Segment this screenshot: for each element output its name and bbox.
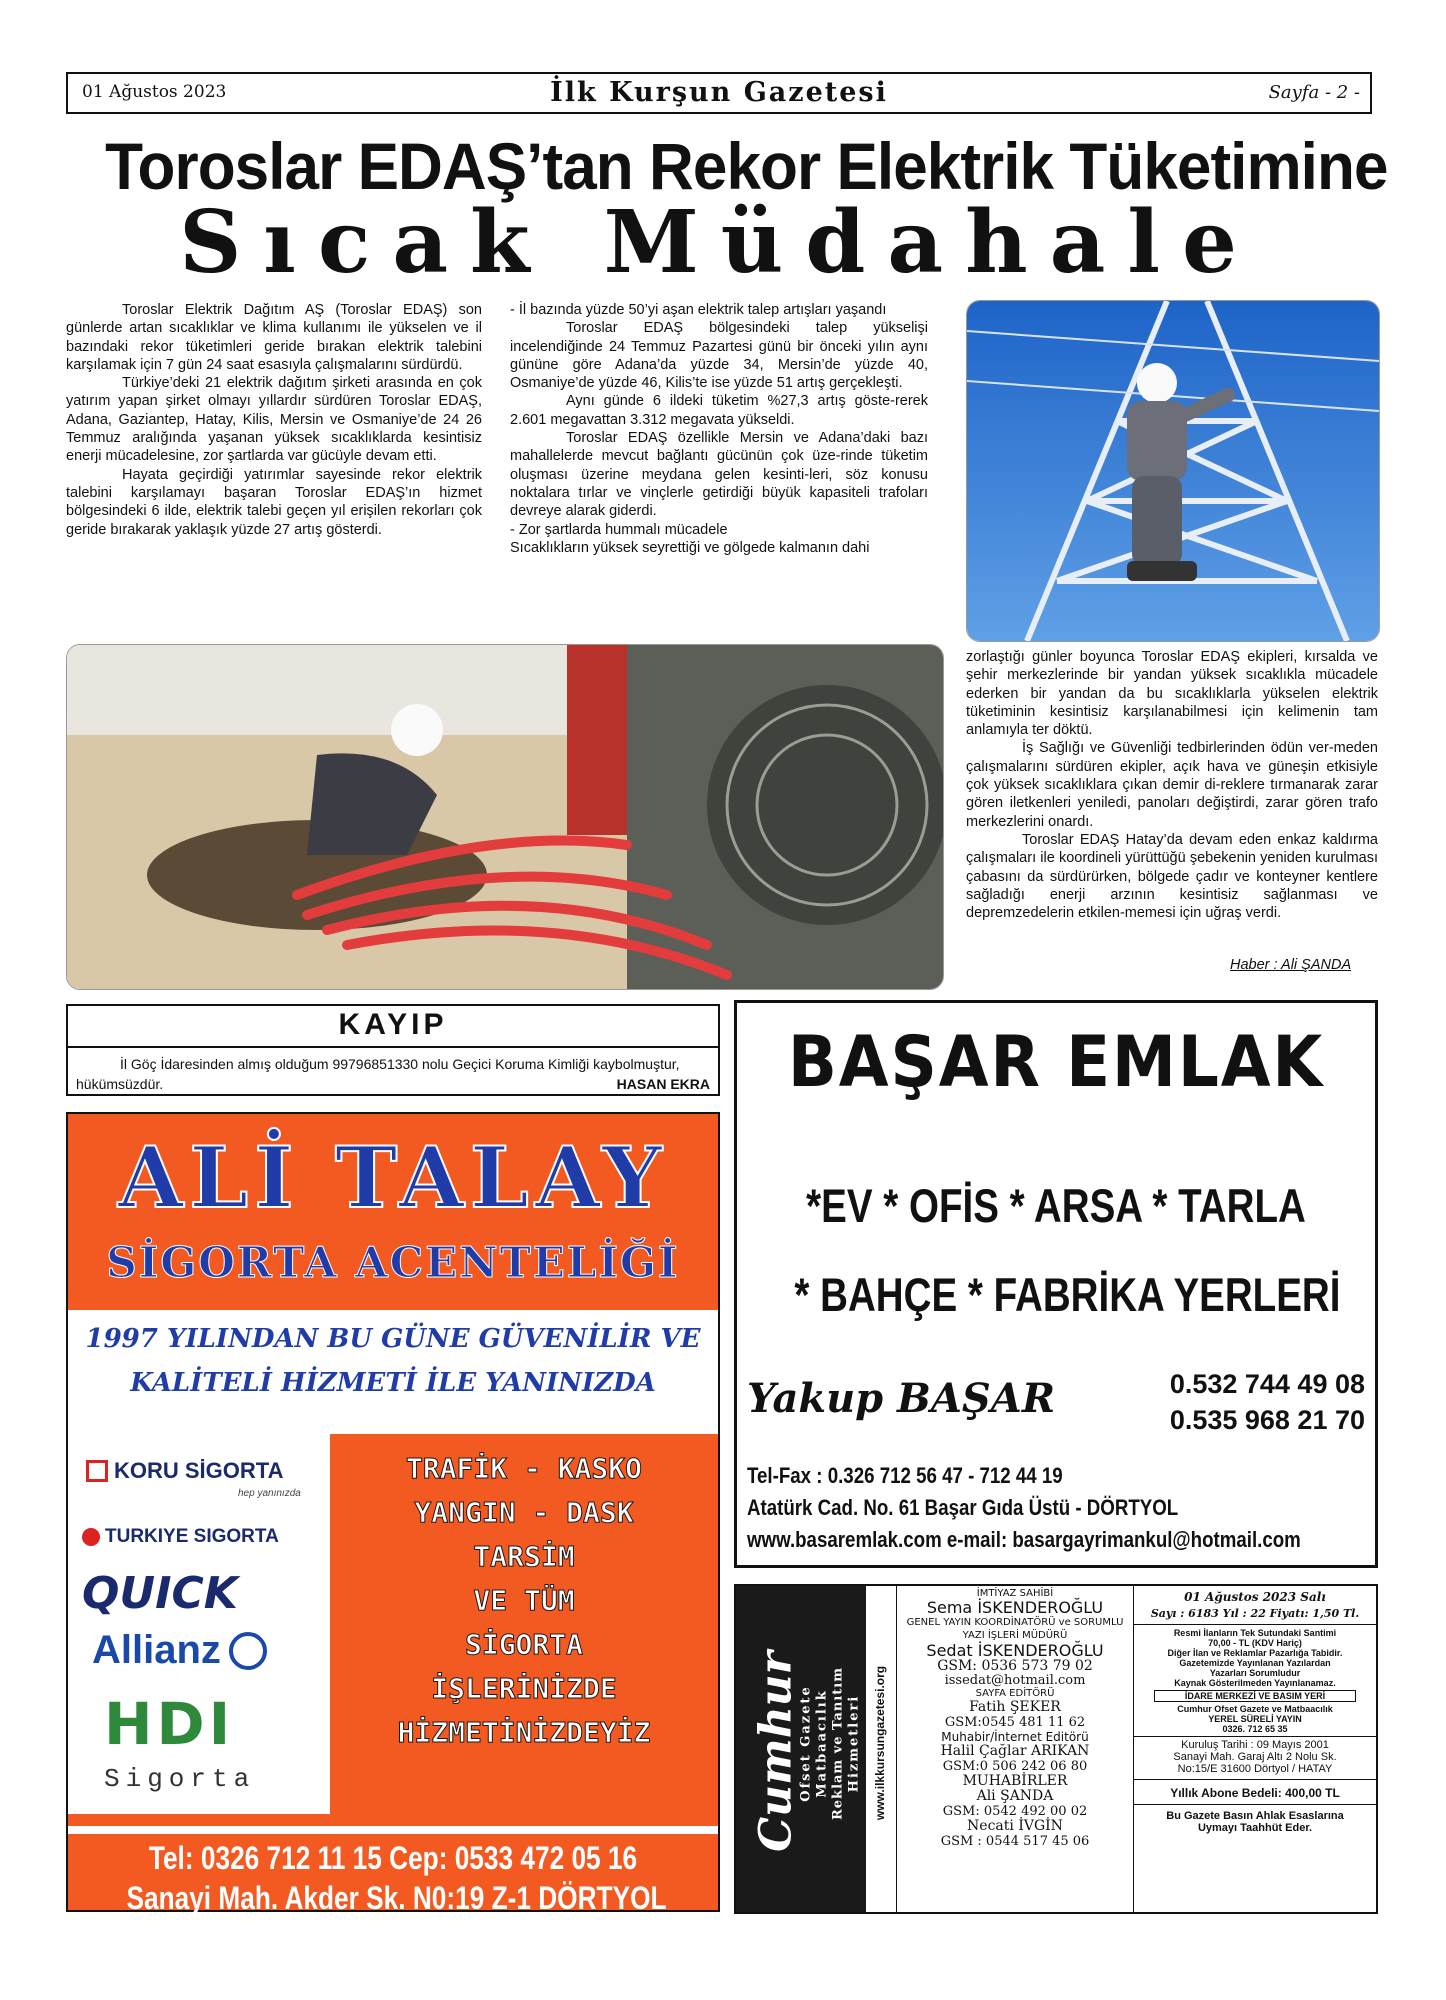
staff-phone: GSM:0545 481 11 62 xyxy=(944,1715,1086,1730)
cumhur-side-text: Matbaacılık xyxy=(814,1689,830,1798)
headline-line-2: Sıcak Müdahale xyxy=(179,192,1259,293)
staff-name: Sedat İSKENDEROĞLU xyxy=(926,1641,1104,1660)
paragraph: zorlaştığı günler boyunca Toroslar EDAŞ ekipleri, kırsalda ve şehir merkezlerinde bir yandan yüksek sıcaklıkla mücadele ederken bir yandan da bu sıcaklıklarla yükselen elektrik tüketiminin kesintisiz karşılanabilmesi için kelimenin tam anlamıyla ter döktü. xyxy=(966,649,1378,739)
service-line: YANGIN - DASK xyxy=(414,1496,634,1529)
square-icon xyxy=(86,1460,108,1482)
paragraph: Toroslar EDAŞ bölgesindeki talep yükselişi incelendiğinde 24 Temmuz Pazartesi günü bir önceki yılın aynı gününe göre Adana’da yüzde 34, Mersin’de yüzde 40, Osmaniye’de yüzde 46, Kilis’te ise yüzde 51 artış gerçekleşti. xyxy=(510,320,928,392)
service-line: İŞLERİNİZDE xyxy=(431,1672,617,1705)
koru-text: KORU SİGORTA xyxy=(114,1458,284,1483)
lost-notice xyxy=(66,1004,720,1096)
staff-role: GENEL YAYIN KOORDİNATÖRÜ ve SORUMLU YAZI İŞLERİ MÜDÜRÜ xyxy=(906,1617,1124,1641)
founding-date: Kuruluş Tarihi : 09 Mayıs 2001 xyxy=(1181,1739,1329,1751)
ethics-statement: Uymayı Taahhüt Eder. xyxy=(1197,1822,1313,1834)
staff-phone: GSM : 0544 517 45 06 xyxy=(940,1834,1090,1849)
service-line: TRAFİK - KASKO xyxy=(405,1452,642,1485)
paragraph: Türkiye’deki 21 elektrik dağıtım şirketi arasında en çok yatırım yapan şirket olmayı yıllardır sürdüren Toroslar EDAŞ, Adana, Gaziantep, Hatay, Kilis, Mersin ve Osmaniye’de 24 26 Temmuz aralığında yaşanan yüksek sıcaklıklarda kesintisiz enerji mücadelesine, zor şartlarda var gücüyle devam etti. xyxy=(66,375,482,465)
photo-lineman-on-pylon xyxy=(966,300,1380,642)
hdi-logo: HDI xyxy=(104,1690,235,1758)
issue-number: Sayı : 6183 Yıl : 22 Fiyatı: 1,50 Tl. xyxy=(1134,1607,1376,1625)
newspaper-name: İlk Kurşun Gazetesi xyxy=(550,77,888,108)
insurer-logos xyxy=(68,1434,330,1814)
paragraph: Hayata geçirdiği yatırımlar sayesinde rekor elektrik talebini karşılamayı başaran Toroslar EDAŞ’ın hizmet bölgesindeki 6 ilde, elektrik talebi geçen yıl erişilen rekorları çok geride bırakarak yaklaşık yüzde 27 artış gösterdi. xyxy=(66,466,482,538)
basar-line-1: *EV * OFİS * ARSA * TARLA xyxy=(806,1179,1306,1232)
ad-rate-line: Yazarları Sorumludur xyxy=(1209,1668,1301,1678)
staff-role: Muhabir/İnternet Editörü xyxy=(941,1730,1089,1744)
lost-notice-text xyxy=(76,1054,710,1094)
issue-date: 01 Ağustos 2023 Salı xyxy=(1184,1590,1326,1604)
ali-talay-name: ALİ TALAY xyxy=(118,1128,668,1227)
basar-emlak-ad xyxy=(734,1000,1378,1568)
slogan-band xyxy=(68,1310,718,1434)
service-line: SİGORTA xyxy=(464,1628,583,1661)
circle-icon xyxy=(82,1528,100,1546)
cumhur-side-text: Ofset Gazete xyxy=(798,1685,814,1802)
article-column-2 xyxy=(510,301,928,557)
allianz-text: Allianz xyxy=(92,1628,221,1672)
basar-telfax: Tel-Fax : 0.326 712 56 47 - 712 44 19 xyxy=(747,1463,1063,1488)
staff-phone: GSM: 0536 573 79 02 xyxy=(937,1658,1093,1674)
ethics-statement: Bu Gazete Basın Ahlak Esaslarına xyxy=(1166,1810,1344,1822)
ad-rate-line: 70,00 - TL (KDV Hariç) xyxy=(1208,1638,1302,1648)
cumhur-side-text: Reklam ve Tanıtım xyxy=(830,1666,846,1821)
basar-web: www.basaremlak.com e-mail: basargayrimankul@hotmail.com xyxy=(747,1527,1301,1552)
staff-phone: GSM:0 506 242 06 80 xyxy=(942,1759,1088,1774)
article-column-1 xyxy=(66,301,482,539)
ad-rate-line: Resmi İlanların Tek Sutundaki Santimi xyxy=(1173,1628,1337,1638)
ad-rate-line: Diğer İlan ve Reklamlar Pazarlığa Tabidir. xyxy=(1167,1648,1343,1658)
publication-info xyxy=(1134,1586,1376,1912)
lost-notice-body: İl Göç İdaresinden almış olduğum 99796851330 nolu Geçici Koruma Kimliği kaybolmuştur, hükümsüzdür. xyxy=(76,1056,680,1092)
page-header xyxy=(66,72,1372,114)
paragraph: Toroslar Elektrik Dağıtım AŞ (Toroslar EDAŞ) son günlerde artan sıcaklıklar ve klima kullanımı ile yükselen ve il bazındaki rekor tüketimleri geride bırakan elektrik talebini karşılamak için 7 gün 24 saat esasıyla çalışmalarını sürdürdü. xyxy=(66,302,482,373)
ad-rate-line: Kaynak Gösterilmeden Yayınlanamaz. xyxy=(1174,1678,1336,1688)
press-line: YEREL SÜRELİ YAYIN xyxy=(1208,1714,1302,1724)
header-date: 01 Ağustos 2023 xyxy=(82,82,227,102)
website-url: www.ilkkursungazetesi.org xyxy=(873,1665,887,1821)
staff-name: Fatih ŞEKER xyxy=(969,1699,1061,1715)
cumhur-side-text: Hizmetleri xyxy=(846,1694,862,1793)
lost-notice-title: KAYIP xyxy=(338,1008,448,1041)
staff-role: İMTİYAZ SAHİBİ xyxy=(976,1588,1054,1599)
site-strip xyxy=(866,1586,894,1912)
slogan-line-1: 1997 YILINDAN BU GÜNE GÜVENİLİR VE xyxy=(85,1324,701,1354)
press-box-label: İDARE MERKEZİ VE BASIM YERİ xyxy=(1154,1690,1356,1702)
ad-rate-line: Gazetemizde Yayınlanan Yazılardan xyxy=(1179,1658,1331,1668)
staff-phone: GSM: 0542 492 00 02 xyxy=(942,1804,1088,1819)
staff-name: Halil Çağlar ARIKAN xyxy=(940,1743,1090,1759)
address-line: No:15/E 31600 Dörtyol / HATAY xyxy=(1134,1763,1376,1780)
paragraph: Sıcaklıkların yüksek seyrettiği ve gölgede kalmanın dahi xyxy=(510,539,870,556)
staff-column xyxy=(896,1586,1134,1912)
turkiye-sigorta-logo xyxy=(82,1526,279,1548)
allianz-logo xyxy=(92,1628,267,1673)
basar-phone-2: 0.535 968 21 70 xyxy=(1169,1405,1365,1435)
basar-owner: Yakup BAŞAR xyxy=(747,1375,1056,1422)
divider xyxy=(68,1046,718,1048)
ali-talay-phone: Tel: 0326 712 11 15 Cep: 0533 472 05 16 xyxy=(148,1840,638,1876)
basar-address: Atatürk Cad. No. 61 Başar Gıda Üstü - DÖRTYOL xyxy=(747,1495,1179,1520)
slogan-line-2: KALİTELİ HİZMETİ İLE YANINIZDA xyxy=(130,1368,656,1398)
staff-name: Ali ŞANDA xyxy=(976,1788,1054,1804)
staff-email: issedat@hotmail.com xyxy=(944,1673,1086,1688)
divider xyxy=(68,1826,718,1834)
staff-name: Sema İSKENDEROĞLU xyxy=(926,1598,1104,1617)
quick-logo: QUICK xyxy=(82,1568,238,1619)
lost-notice-signer: HASAN EKRA xyxy=(616,1076,710,1092)
imprint-box xyxy=(734,1584,1378,1914)
subheading: - İl bazında yüzde 50’yi aşan elektrik talep artışları yaşandı xyxy=(510,302,887,318)
cumhur-ofset-logo xyxy=(736,1586,866,1912)
article-column-3 xyxy=(966,648,1378,922)
page-number: Sayfa - 2 - xyxy=(1268,82,1360,103)
press-line: Cumhur Ofset Gazete ve Matbaacılık xyxy=(1177,1704,1333,1714)
ali-talay-sub: SİGORTA ACENTELİĞİ xyxy=(106,1238,680,1287)
service-line: VE TÜM xyxy=(473,1584,575,1617)
koru-logo xyxy=(86,1458,283,1484)
paragraph: Toroslar EDAŞ Hatay’da devam eden enkaz kaldırma çalışmaları ile koordineli yürüttüğü şebekenin yeniden kurulması çabasını da sürdürürken, bölgede çadır ve konteyner kentlere sağladığı enerji arzının kesintisiz sağlanması ve depremzedelerin etkilen-memesi için uğraş verdi. xyxy=(966,831,1378,922)
basar-emlak-name: BAŞAR EMLAK xyxy=(787,1021,1325,1103)
allianz-eagle-icon xyxy=(229,1632,267,1670)
subscription-price: Yıllık Abone Bedeli: 400,00 TL xyxy=(1134,1786,1376,1805)
service-line: TARSİM xyxy=(473,1540,575,1573)
koru-tagline: hep yanınızda xyxy=(238,1488,301,1499)
paragraph: Toroslar EDAŞ özellikle Mersin ve Adana’daki bazı mahallelerde mevcut bağlantı gücünün çok üze-rinde tüketim oluşması üzerine meydana gelen kesinti-leri, söz konusu noktalara tırlar ve vinçlerle getirdiği büyük kapasiteli trafoları devreye alarak giderdi. xyxy=(510,430,928,520)
staff-role: MUHABİRLER xyxy=(962,1773,1068,1789)
byline: Haber : Ali ŞANDA xyxy=(1230,957,1352,973)
basar-phone-1: 0.532 744 49 08 xyxy=(1169,1369,1365,1399)
headline-line-1: Toroslar EDAŞ’tan Rekor Elektrik Tüketimine xyxy=(105,129,1388,203)
ali-talay-ad xyxy=(66,1112,720,1916)
subheading: - Zor şartlarda hummalı mücadele xyxy=(510,521,728,538)
turkiye-text: TURKIYE SIGORTA xyxy=(105,1526,279,1547)
services-list xyxy=(330,1434,718,1814)
hdi-sigorta: Sigorta xyxy=(104,1764,256,1794)
staff-role: SAYFA EDİTÖRÜ xyxy=(975,1688,1055,1699)
paragraph: Aynı günde 6 ildeki tüketim %27,3 artış göste-rerek 2.601 megavattan 3.312 megavata yükseldi. xyxy=(510,393,928,428)
cumhur-wordmark: Cumhur xyxy=(750,1651,802,1852)
press-line: 0326. 712 65 35 xyxy=(1134,1724,1376,1737)
ali-talay-address: Sanayi Mah. Akder Sk. N0:19 Z-1 DÖRTYOL xyxy=(126,1880,667,1916)
paragraph: İş Sağlığı ve Güvenliği tedbirlerinden ödün ver-meden çalışmalarını sürdüren ekipler, açık hava ve güneşin etkisiyle çok yüksek sıcaklıklara çıkan demir di-reklere tırmanarak zarar gören iletkenleri yeniledi, panoları değiştirdi, zarar gören trafo merkezlerini onardı. xyxy=(966,740,1378,830)
staff-name: Necati İVGİN xyxy=(967,1818,1063,1834)
photo-cable-worker xyxy=(66,644,944,990)
address-line: Sanayi Mah. Garaj Altı 2 Nolu Sk. xyxy=(1173,1751,1337,1763)
basar-line-2: * BAHÇE * FABRİKA YERLERİ xyxy=(794,1268,1341,1321)
service-line: HİZMETİNİZDEYİZ xyxy=(397,1716,651,1749)
